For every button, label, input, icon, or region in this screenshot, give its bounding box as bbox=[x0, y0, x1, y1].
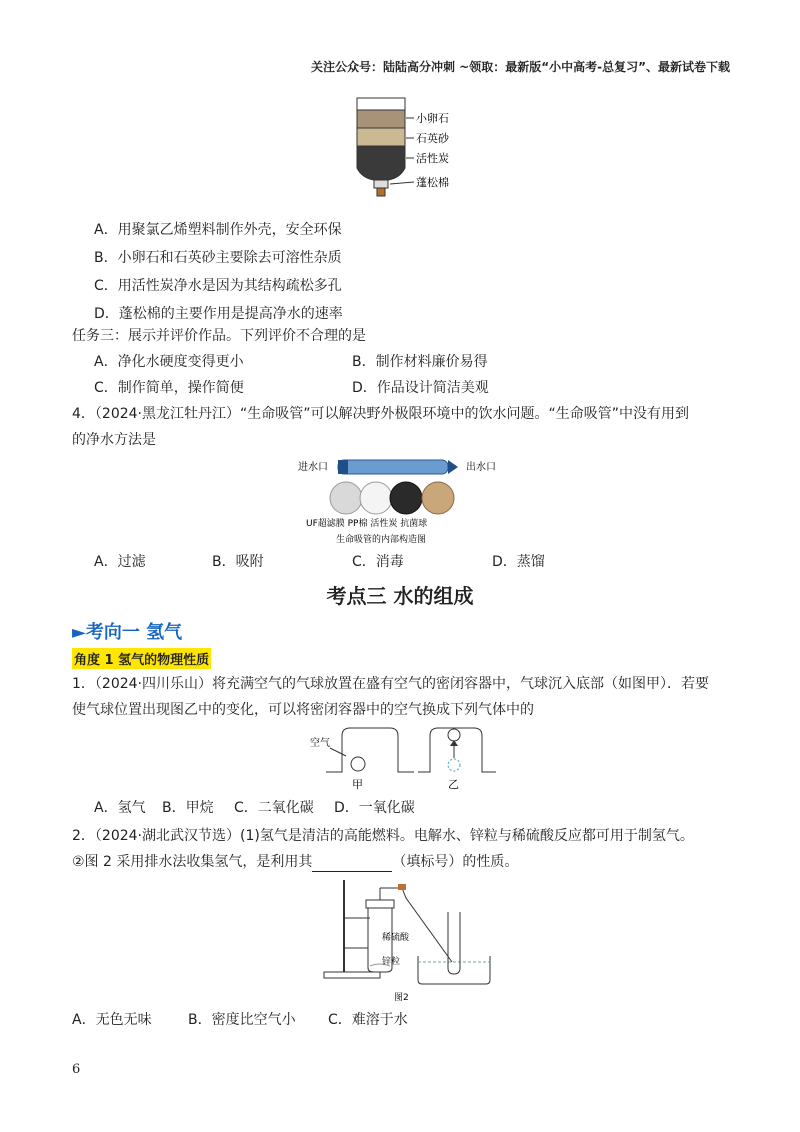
q1-option-d: D．一氧化碳 bbox=[334, 800, 415, 816]
q3-option-d: D．蓬松棉的主要作用是提高净水的速率 bbox=[94, 306, 343, 322]
air-label: 空气 bbox=[310, 738, 330, 749]
jia-label: 甲 bbox=[352, 778, 363, 791]
task3-option-b: B．制作材料廉价易得 bbox=[352, 354, 488, 370]
label-pebbles: 小卵石 bbox=[416, 112, 449, 125]
q2-stem-pre: ②图 2 采用排水法收集氢气，是利用其 bbox=[72, 854, 313, 870]
straw-caption: 生命吸管的内部构造图 bbox=[336, 535, 427, 545]
apparatus-caption: 图2 bbox=[394, 993, 409, 1003]
q2-option-b: B．密度比空气小 bbox=[188, 1012, 296, 1028]
q1-option-a: A．氢气 bbox=[94, 800, 146, 816]
pebble-layer bbox=[357, 110, 405, 128]
acid-label: 稀硫酸 bbox=[382, 933, 410, 943]
label-cotton: 蓬松棉 bbox=[416, 176, 449, 189]
q1-option-c: C．二氧化碳 bbox=[234, 800, 314, 816]
q2-option-a: A．无色无味 bbox=[72, 1012, 152, 1028]
task3-option-c: C．制作简单，操作简便 bbox=[94, 380, 244, 396]
inlet-label: 进水口 bbox=[298, 462, 328, 473]
q2-option-c: C．难溶于水 bbox=[328, 1012, 408, 1028]
zinc-label: 锌粒 bbox=[382, 957, 401, 967]
parts-label: UF超滤膜 PP棉 活性炭 抗菌球 bbox=[306, 519, 428, 529]
q2-stem-line1: 2．（2024·湖北武汉节选）(1)氢气是清洁的高能燃料。电解水、锌粒与稀硫酸反应都可用于制氢气。 bbox=[72, 828, 694, 844]
hydrogen-apparatus-figure bbox=[322, 876, 502, 1004]
q3-option-a: A．用聚氯乙烯塑料制作外壳，安全环保 bbox=[94, 222, 342, 238]
q4-stem-line2: 的净水方法是 bbox=[72, 432, 156, 448]
q4-option-a: A．过滤 bbox=[94, 554, 146, 570]
q3-option-c: C．用活性炭净水是因为其结构疏松多孔 bbox=[94, 278, 342, 294]
q2-stem-post: （填标号）的性质。 bbox=[392, 854, 519, 870]
balloon-figure bbox=[306, 722, 506, 792]
task3-option-d: D．作品设计简洁美观 bbox=[352, 380, 489, 396]
sand-layer bbox=[357, 128, 405, 146]
carbon-layer bbox=[357, 146, 405, 180]
q1-option-b: B．甲烷 bbox=[162, 800, 214, 816]
q4-stem-line1: 4．（2024·黑龙江牡丹江）“生命吸管”可以解决野外极限环境中的饮水问题。“生命吸管”中没有用到 bbox=[72, 406, 689, 422]
q1-stem-line1: 1．（2024·四川乐山）将充满空气的气球放置在盛有空气的密闭容器中，气球沉入底部（如图甲）．若要 bbox=[72, 676, 709, 692]
q3-option-b: B．小卵石和石英砂主要除去可溶性杂质 bbox=[94, 250, 342, 266]
filter-figure bbox=[340, 96, 470, 198]
q2-stem-line2 bbox=[72, 852, 518, 872]
task3-stem: 任务三：展示并评价作品。下列评价不合理的是 bbox=[72, 328, 366, 344]
q4-option-c: C．消毒 bbox=[352, 554, 404, 570]
answer-blank bbox=[312, 857, 392, 872]
cotton-layer bbox=[374, 180, 388, 188]
life-straw-figure bbox=[292, 454, 512, 548]
page-header: 关注公众号：陆陆高分冲刺 ~领取：最新版“小中高考-总复习”、最新试卷下载 bbox=[311, 60, 730, 74]
label-quartz: 石英砂 bbox=[416, 132, 449, 145]
subhead: ►考向一 氢气 bbox=[72, 622, 183, 643]
q4-option-d: D．蒸馏 bbox=[492, 554, 545, 570]
outlet-label: 出水口 bbox=[466, 462, 496, 473]
task3-option-a: A．净化水硬度变得更小 bbox=[94, 354, 244, 370]
label-carbon: 活性炭 bbox=[416, 152, 449, 165]
yi-label: 乙 bbox=[448, 778, 459, 791]
page-number: 6 bbox=[72, 1062, 81, 1077]
section-title: 考点三 水的组成 bbox=[326, 584, 474, 608]
q4-option-b: B．吸附 bbox=[212, 554, 264, 570]
q1-stem-line2: 使气球位置出现图乙中的变化，可以将密闭容器中的空气换成下列气体中的 bbox=[72, 702, 534, 718]
angle-label: 角度 1 氢气的物理性质 bbox=[72, 648, 211, 669]
